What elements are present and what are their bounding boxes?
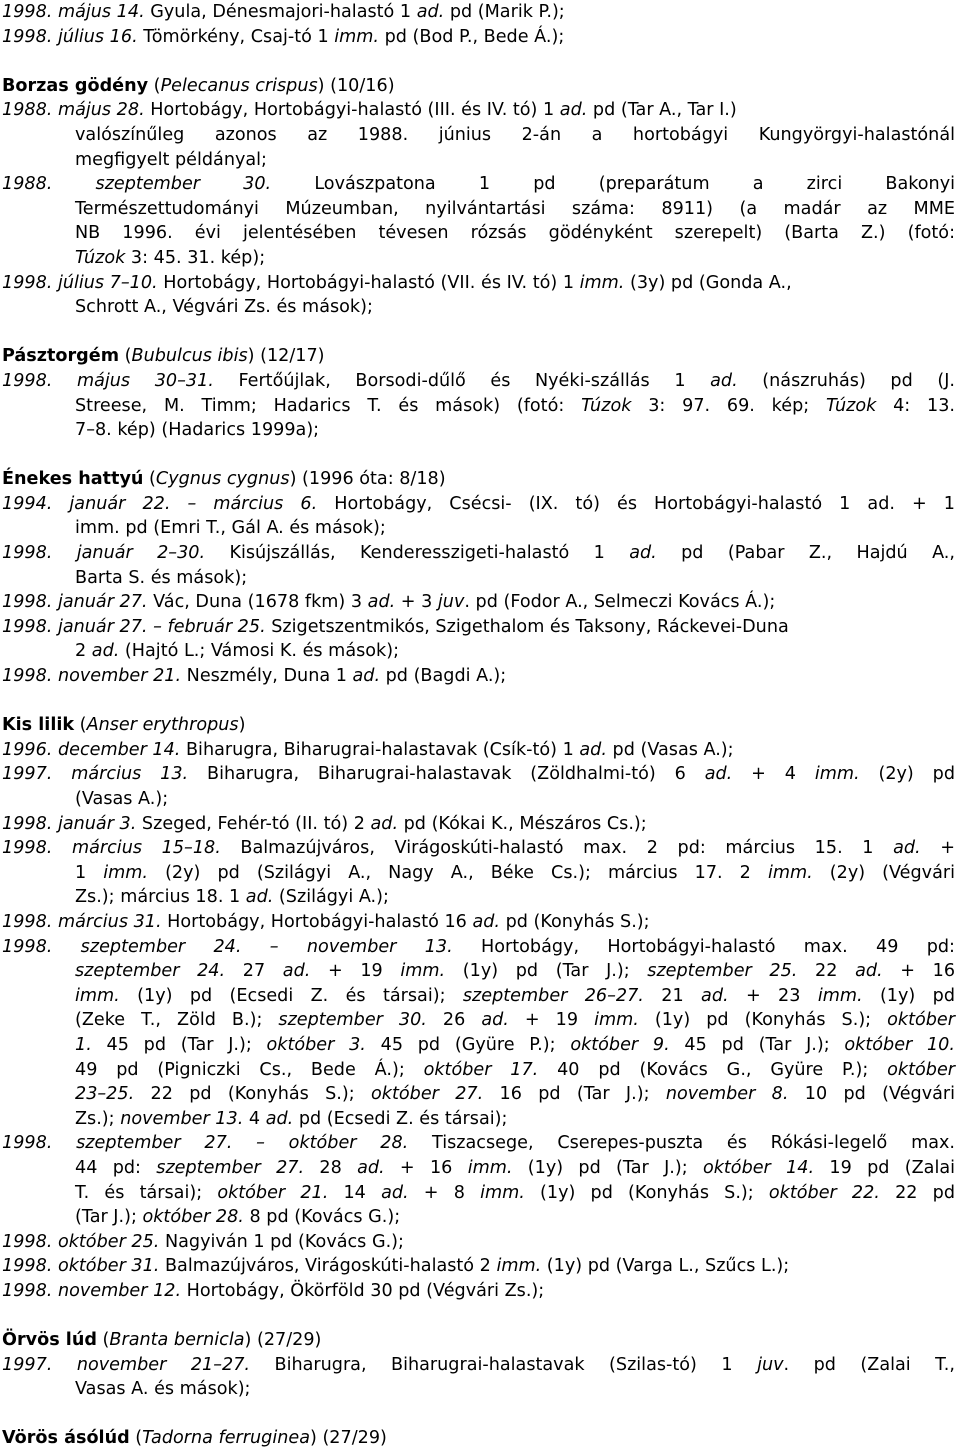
text-segment: + 8 [408, 1182, 481, 1203]
italic-text: ad. [481, 1010, 509, 1031]
species-heading: Örvös lúd [2, 1330, 97, 1351]
italic-text: 1996. december 14. [2, 739, 181, 760]
italic-text: ad. [559, 100, 588, 121]
text-segment: (Vasas A.); [75, 789, 169, 809]
italic-text: 1998. október 31. [2, 1256, 160, 1277]
text-line [2, 197, 955, 222]
text-line [2, 1426, 955, 1451]
text-segment: 49 pd (Pigniczki Cs., Bede Á.); [75, 1059, 424, 1080]
italic-text: 1998. március 31. [2, 911, 162, 932]
italic-text: 1997. március 13. [2, 764, 189, 785]
text-line [2, 246, 955, 271]
paragraph-gap [2, 1402, 955, 1427]
text-segment: + 23 [728, 985, 818, 1006]
italic-text: imm. [103, 862, 149, 883]
text-line [2, 295, 955, 320]
italic-text: Tadorna ferruginea [142, 1428, 310, 1449]
text-segment: (1y) pd (Ecsedi Z. és társai); [119, 985, 463, 1006]
paragraph-gap [2, 689, 955, 714]
text-line [2, 541, 955, 566]
text-segment: (2y) pd [859, 764, 956, 785]
italic-text: szeptember 30. [278, 1010, 427, 1031]
text-segment: (1y) pd (Konyhás S.); [524, 1182, 769, 1203]
italic-text: szeptember 26–27. [462, 985, 644, 1006]
text-segment: pd (Vasas A.); [606, 739, 734, 760]
text-segment: Nagyiván 1 pd (Kovács G.); [159, 1231, 404, 1252]
italic-text: Túzok [581, 395, 632, 416]
italic-text: 1998. január 27. [2, 592, 148, 613]
italic-text: imm. [334, 26, 380, 47]
italic-text: 1998. május 14. [2, 2, 145, 22]
text-segment: (2y) (Végvári [812, 862, 955, 883]
italic-text: október 14. [702, 1157, 815, 1178]
text-segment: Lovászpatona 1 pd (preparátum a zirci Bakonyi [271, 174, 955, 195]
italic-text: 1998. január 2–30. [2, 543, 206, 564]
italic-text: juv [437, 592, 465, 613]
italic-text: imm. [767, 862, 813, 883]
italic-text: juv [757, 1354, 784, 1375]
text-line [2, 1008, 955, 1033]
text-segment: 45 pd (Tar J.); [91, 1034, 267, 1055]
text-segment: (nászruhás) pd (J. [737, 370, 955, 391]
text-line [2, 0, 955, 25]
text-line [2, 492, 955, 517]
text-line [2, 935, 955, 960]
text-segment: 21 [643, 985, 702, 1006]
text-line [2, 590, 955, 615]
text-line [2, 861, 955, 886]
italic-text: 1998. október 25. [2, 1231, 160, 1252]
text-segment: (Zeke T., Zöld B.); [75, 1010, 279, 1031]
text-line [2, 1353, 955, 1378]
text-line [2, 812, 955, 837]
text-segment: Biharugra, Biharugrai-halastavak (Csík-tó) 1 [180, 739, 580, 760]
text-segment: Balmazújváros, Virágoskúti-halastó 2 [159, 1256, 497, 1277]
italic-text: imm. [400, 961, 446, 982]
text-line [2, 344, 955, 369]
text-segment: ) [238, 715, 246, 736]
text-segment: ( [129, 1428, 143, 1449]
italic-text: október 28. [142, 1207, 244, 1228]
text-line [2, 394, 955, 419]
italic-text: ad. [855, 961, 883, 982]
italic-text: imm. [814, 764, 860, 785]
text-segment: pd (Konyhás S.); [499, 911, 650, 932]
paragraph-gap [2, 1303, 955, 1328]
text-line [2, 74, 955, 99]
italic-text: október 17. [423, 1059, 539, 1080]
text-segment: Vasas A. és mások); [75, 1379, 251, 1400]
italic-text: 1998. május 30–31. [2, 370, 214, 391]
text-segment: (1y) pd [862, 985, 955, 1006]
text-segment: Gyula, Dénesmajori-halastó 1 [144, 2, 417, 22]
italic-text: szeptember 24. [75, 961, 226, 982]
text-line [2, 1181, 955, 1206]
italic-text: ad. [282, 961, 311, 982]
italic-text: október 9. [570, 1034, 670, 1055]
italic-text: Cygnus cygnus [155, 469, 290, 490]
text-segment: pd (Ecsedi Z. és társai); [293, 1108, 508, 1129]
text-segment: megfigyelt példányal; [75, 149, 267, 170]
text-segment: pd (Bod P., Bede Á.); [379, 26, 565, 47]
italic-text: Túzok [825, 395, 877, 416]
italic-text: 1998. július 7–10. [2, 272, 158, 293]
text-segment: ( [148, 75, 161, 96]
italic-text: 1. [75, 1034, 92, 1055]
text-line [2, 1082, 955, 1107]
text-segment: Kisújszállás, Kenderesszigeti-halastó 1 [205, 543, 630, 564]
text-line [2, 762, 955, 787]
text-segment: 10 pd (Végvári [788, 1084, 956, 1105]
italic-text: ad. [245, 887, 274, 908]
italic-text: imm. [594, 1010, 639, 1031]
italic-text: október 10. [844, 1034, 955, 1055]
italic-text: Branta bernicla [109, 1330, 245, 1351]
text-segment: Zs.); [75, 1108, 121, 1129]
text-segment: 4 [243, 1108, 266, 1129]
italic-text: 1998. március 15–18. [2, 838, 221, 859]
italic-text: október 27. [371, 1084, 484, 1105]
text-line [2, 1254, 955, 1279]
text-line [2, 172, 955, 197]
text-segment: (3y) pd (Gonda A., [624, 272, 792, 293]
italic-text: október 22. [768, 1182, 880, 1203]
text-line [2, 984, 955, 1009]
italic-text: Anser erythropus [86, 715, 239, 736]
document-body [2, 0, 955, 1451]
paragraph-gap [2, 49, 955, 74]
italic-text: imm. [496, 1256, 542, 1277]
text-line [2, 516, 955, 541]
text-line [2, 418, 955, 443]
text-segment: Természettudományi Múzeumban, nyilvántartási száma: 8911) (a madár az MME [75, 198, 955, 219]
text-segment: Tiszacsege, Cserepes-puszta és Rókási-legelő max. [408, 1133, 955, 1154]
italic-text: 1998. január 3. [2, 813, 137, 834]
text-segment: ( [74, 715, 87, 736]
text-segment: 2 [75, 641, 92, 662]
text-segment: pd (Pabar Z., Hajdú A., [656, 543, 955, 564]
italic-text: 1988. szeptember 30. [2, 174, 272, 195]
text-segment: Zs.); március 18. 1 [75, 887, 246, 908]
italic-text: ad. [710, 370, 738, 391]
text-segment: 4: 13. [876, 395, 955, 416]
text-line [2, 910, 955, 935]
text-line [2, 713, 955, 738]
text-line [2, 1230, 955, 1255]
text-segment: 7–8. kép) (Hadarics 1999a); [75, 420, 320, 441]
text-segment: 22 pd (Konyhás S.); [134, 1084, 372, 1105]
text-segment: . pd (Fodor A., Selmeczi Kovács Á.); [464, 592, 776, 613]
text-segment: Hortobágy, Hortobágyi-halastó (III. és IV. tó) 1 [144, 100, 560, 121]
text-segment: Vác, Duna (1678 fkm) 3 [147, 592, 368, 613]
text-segment: ) (10/16) [317, 75, 395, 96]
italic-text: szeptember 27. [156, 1157, 305, 1178]
text-line [2, 148, 955, 173]
text-line [2, 369, 955, 394]
italic-text: 1998. november 21. [2, 666, 182, 687]
text-segment: + 19 [508, 1010, 595, 1031]
text-segment: 28 [304, 1157, 358, 1178]
text-line [2, 1279, 955, 1304]
text-segment: 40 pd (Kovács G., Gyüre P.); [538, 1059, 888, 1080]
italic-text: ad. [381, 1182, 409, 1203]
text-segment: 22 pd [879, 1182, 955, 1203]
italic-text: ad. [91, 641, 120, 662]
text-line [2, 467, 955, 492]
text-segment: 45 pd (Tar J.); [669, 1034, 845, 1055]
italic-text: 1988. május 28. [2, 100, 145, 121]
text-segment: (1y) pd (Tar J.); [512, 1157, 703, 1178]
text-segment: Neszmély, Duna 1 [181, 666, 353, 687]
italic-text: 1998. szeptember 27. – október 28. [2, 1133, 409, 1154]
text-segment: 26 [426, 1010, 482, 1031]
text-segment: Hortobágy, Hortobágyi-halastó max. 49 pd: [452, 936, 955, 957]
italic-text: 1998. szeptember 24. – november 13. [2, 936, 453, 957]
text-segment: ) (27/29) [309, 1428, 387, 1449]
text-segment: ) (27/29) [244, 1330, 322, 1351]
text-line [2, 885, 955, 910]
text-segment: pd (Kókai K., Mészáros Cs.); [398, 813, 647, 834]
italic-text: október 3. [266, 1034, 366, 1055]
italic-text: Túzok [75, 247, 126, 268]
italic-text: 1997. november 21–27. [2, 1354, 251, 1375]
text-segment: pd (Tar A., Tar I.) [587, 100, 737, 121]
text-line [2, 1107, 955, 1132]
italic-text: ad. [893, 838, 921, 859]
text-segment: 27 [225, 961, 283, 982]
text-segment: Tömörkény, Csaj-tó 1 [137, 26, 335, 47]
text-segment: (Hajtó L.; Vámosi K. és mások); [119, 641, 400, 662]
text-line [2, 1328, 955, 1353]
species-heading: Vörös ásólúd [2, 1428, 130, 1449]
text-segment: 22 [797, 961, 856, 982]
text-segment: + 4 [732, 764, 815, 785]
text-segment: pd (Marik P.); [444, 2, 565, 22]
text-line [2, 1131, 955, 1156]
species-heading: Kis lilik [2, 715, 75, 736]
italic-text: ad. [472, 911, 500, 932]
italic-text: október 21. [217, 1182, 329, 1203]
italic-text: 23–25. [75, 1084, 135, 1105]
text-segment: + 3 [395, 592, 438, 613]
text-segment: 14 [328, 1182, 382, 1203]
text-segment: Hortobágy, Hortobágyi-halastó (VII. és IV. tó) 1 [157, 272, 580, 293]
text-line [2, 25, 955, 50]
text-segment: Szeged, Fehér-tó (II. tó) 2 [136, 813, 371, 834]
text-segment: + 16 [882, 961, 956, 982]
italic-text: Bubulcus ibis [131, 346, 248, 367]
text-line [2, 1058, 955, 1083]
text-segment: 3: 45. 31. kép); [125, 247, 266, 268]
text-line [2, 639, 955, 664]
italic-text: ad. [701, 985, 729, 1006]
paragraph-gap [2, 443, 955, 468]
text-segment: Balmazújváros, Virágoskúti-halastó max. 2 pd: március 15. 1 [220, 838, 894, 859]
italic-text: imm. [480, 1182, 525, 1203]
text-segment: (Tar J.); [75, 1207, 143, 1228]
text-segment: 3: 97. 69. kép; [631, 395, 826, 416]
text-segment: 1 [75, 862, 104, 883]
paragraph-gap [2, 320, 955, 345]
text-segment: 44 pd: [75, 1157, 157, 1178]
italic-text: ad. [352, 666, 381, 687]
text-segment: Hortobágy, Ökörföld 30 pd (Végvári Zs.); [181, 1280, 545, 1301]
text-segment: Fertőújlak, Borsodi-dűlő és Nyéki-szállás 1 [213, 370, 711, 391]
text-segment: Szigetszentmikós, Szigethalom és Taksony, Ráckevei-Duna [265, 616, 789, 637]
text-line [2, 123, 955, 148]
text-segment: Hortobágy, Hortobágyi-halastó 16 [161, 911, 473, 932]
italic-text: október [887, 1059, 955, 1080]
text-segment: T. és társai); [75, 1182, 218, 1203]
text-line [2, 959, 955, 984]
italic-text: 1998. november 12. [2, 1280, 182, 1301]
italic-text: október [887, 1010, 955, 1031]
text-line [2, 1205, 955, 1230]
text-segment: + 19 [310, 961, 401, 982]
text-line [2, 738, 955, 763]
text-line [2, 1156, 955, 1181]
text-line [2, 787, 955, 812]
italic-text: november 8. [665, 1084, 789, 1105]
species-heading: Énekes hattyú [2, 469, 144, 490]
text-segment: + 16 [384, 1157, 468, 1178]
text-segment: 19 pd (Zalai [814, 1157, 955, 1178]
text-line [2, 1377, 955, 1402]
italic-text: imm. [467, 1157, 513, 1178]
text-segment: ) (1996 óta: 8/18) [289, 469, 446, 490]
italic-text: ad. [704, 764, 733, 785]
italic-text: ad. [370, 813, 399, 834]
text-segment: Hortobágy, Csécsi- (IX. tó) és Hortobágyi-halastó 1 ad. + 1 [317, 493, 955, 514]
text-segment: . pd (Zalai T., [783, 1354, 955, 1375]
text-segment: (2y) pd (Szilágyi A., Nagy A., Béke Cs.); március 17. 2 [148, 862, 768, 883]
text-segment: NB 1996. évi jelentésében tévesen rózsás gödényként szerepelt) (Barta Z.) (fotó: [75, 223, 955, 244]
italic-text: 1998. január 27. – február 25. [2, 616, 266, 637]
text-segment: ) (12/17) [247, 346, 325, 367]
text-segment: (1y) pd (Tar J.); [445, 961, 648, 982]
italic-text: ad. [579, 739, 607, 760]
text-segment: (1y) pd (Konyhás S.); [638, 1010, 888, 1031]
species-heading: Borzas gödény [2, 75, 149, 96]
text-segment: ( [143, 469, 156, 490]
text-line [2, 1033, 955, 1058]
text-segment: 8 pd (Kovács G.); [243, 1207, 401, 1228]
text-line [2, 664, 955, 689]
italic-text: ad. [629, 543, 657, 564]
italic-text: ad. [357, 1157, 385, 1178]
text-segment: ( [96, 1330, 110, 1351]
italic-text: 1994. január 22. – március 6. [2, 493, 318, 514]
text-segment: Schrott A., Végvári Zs. és mások); [75, 297, 373, 318]
italic-text: imm. [579, 272, 625, 293]
text-segment: imm. pd (Emri T., Gál A. és mások); [75, 518, 386, 539]
text-segment: 45 pd (Gyüre P.); [365, 1034, 571, 1055]
text-line [2, 221, 955, 246]
text-line [2, 836, 955, 861]
text-segment: 16 pd (Tar J.); [483, 1084, 666, 1105]
text-segment: + [920, 838, 956, 859]
text-segment: valószínűleg azonos az 1988. június 2-án a hortobágyi Kungyörgyi-halastónál [75, 124, 955, 145]
text-segment: Barta S. és mások); [75, 567, 248, 588]
text-line [2, 615, 955, 640]
species-heading: Pásztorgém [2, 346, 120, 367]
italic-text: Pelecanus crispus [160, 75, 318, 96]
italic-text: november 13. [120, 1108, 244, 1129]
text-segment: Biharugra, Biharugrai-halastavak (Zöldhalmi-tó) 6 [188, 764, 705, 785]
italic-text: 1998. július 16. [2, 26, 138, 47]
text-segment: Streese, M. Timm; Hadarics T. és mások) (fotó: [75, 395, 582, 416]
italic-text: ad. [265, 1108, 294, 1129]
text-segment: Biharugra, Biharugrai-halastavak (Szilas-tó) 1 [250, 1354, 758, 1375]
text-segment: ( [119, 346, 132, 367]
text-segment: (Szilágyi A.); [273, 887, 389, 908]
italic-text: imm. [75, 985, 120, 1006]
italic-text: ad. [367, 592, 396, 613]
text-line [2, 271, 955, 296]
text-segment: pd (Bagdi A.); [380, 666, 507, 687]
italic-text: ad. [416, 2, 445, 22]
text-line [2, 566, 955, 591]
italic-text: imm. [817, 985, 863, 1006]
text-segment: (1y) pd (Varga L., Szűcs L.); [541, 1256, 790, 1277]
italic-text: szeptember 25. [647, 961, 798, 982]
text-line [2, 98, 955, 123]
